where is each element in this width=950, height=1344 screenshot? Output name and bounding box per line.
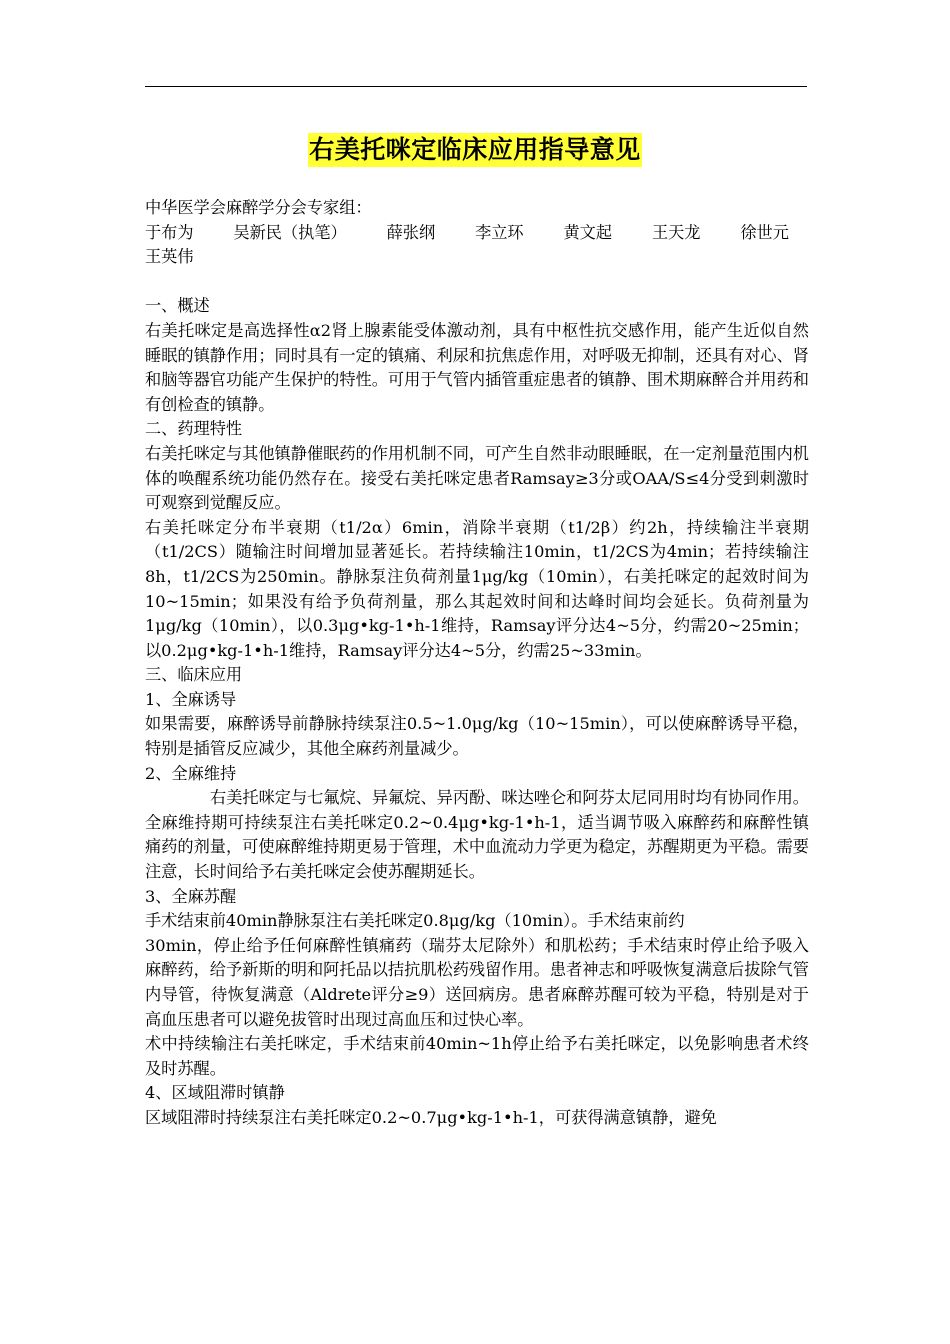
paragraph: 术中持续输注右美托咪定，手术结束前40min~1h停止给予右美托咪定，以免影响患者术终及时苏醒。 xyxy=(145,1034,809,1078)
paragraph: 右美托咪定与其他镇静催眠药的作用机制不同，可产生自然非动眼睡眠，在一定剂量范围内机体的唤醒系统功能仍然存在。接受右美托咪定患者Ramsay≥3分或OAA/S≤4分受到刺激时可观察到觉醒反应。 xyxy=(145,443,809,513)
document-body xyxy=(145,196,809,1131)
paragraph: 右美托咪定是高选择性α2肾上腺素能受体激动剂，具有中枢性抗交感作用，能产生近似自然睡眠的镇静作用；同时具有一定的镇痛、利尿和抗焦虑作用，对呼吸无抑制，还具有对心、肾和脑等器官功能产生保护的特性。可用于气管内插管重症患者的镇静、围术期麻醉合并用药和有创检查的镇静。 xyxy=(145,320,809,414)
author: 王英伟 xyxy=(145,247,194,267)
document-title: 右美托咪定临床应用指导意见 xyxy=(308,133,642,167)
author: 王天龙 xyxy=(651,222,701,242)
paragraph: 如果需要，麻醉诱导前静脉持续泵注0.5~1.0μg/kg（10~15min），可以使麻醉诱导平稳，特别是插管反应减少，其他全麻药剂量减少。 xyxy=(145,714,809,759)
header-rule xyxy=(145,86,807,87)
author-list xyxy=(145,221,789,246)
paragraph: 30min，停止给予任何麻醉性镇痛药（瑞芬太尼除外）和肌松药；手术结束时停止给予吸入麻醉药，给予新斯的明和阿托品以拮抗肌松药残留作用。患者神志和呼吸恢复满意后拔除气管内导管，待恢复满意（Aldrete评分≥9）送回病房。患者麻醉苏醒可较为平稳，特别是对于高血压患者可以避免拔管时出现过高血压和过快心率。 xyxy=(145,935,809,1029)
author: 吴新民（执笔） xyxy=(233,222,347,242)
title-container xyxy=(0,133,950,167)
section-heading: 二、药理特性 xyxy=(145,419,243,439)
paragraph: 右美托咪定分布半衰期（t1/2α）6min，消除半衰期（t1/2β）约2h，持续输注半衰期（t1/2CS）随输注时间增加显著延长。若持续输注10min，t1/2CS为4min；若持续输注8h，t1/2CS为250min。静脉泵注负荷剂量1μg/kg（10min），右美托咪定的起效时间为10~15min；如果没有给予负荷剂量，那么其起效时间和达峰时间均会延长。负荷剂量为1μg/kg（10min），以0.3μg•kg-1•h-1维持，Ramsay评分达4~5分，约需20~25min；以0.2μg•kg-1•h-1维持，Ramsay评分达4~5分，约需25~33min。 xyxy=(145,517,809,660)
author: 黄文起 xyxy=(563,222,613,242)
section-heading: 三、临床应用 xyxy=(145,665,243,685)
paragraph: 右美托咪定与七氟烷、异氟烷、异丙酚、咪达唑仑和阿芬太尼同用时均有协同作用。全麻维持期可持续泵注右美托咪定0.2~0.4μg•kg-1•h-1，适当调节吸入麻醉药和麻醉性镇痛药的剂量，可使麻醉维持期更易于管理，术中血流动力学更为稳定，苏醒期更为平稳。需要注意，长时间给予右美托咪定会使苏醒期延长。 xyxy=(145,788,809,882)
paragraph: 手术结束前40min静脉泵注右美托咪定0.8μg/kg（10min）。手术结束前约 xyxy=(145,911,685,931)
author: 徐世元 xyxy=(740,222,789,242)
paragraph: 区域阻滞时持续泵注右美托咪定0.2~0.7μg•kg-1•h-1，可获得满意镇静，避免 xyxy=(145,1107,717,1127)
expert-group-label: 中华医学会麻醉学分会专家组： xyxy=(145,198,372,217)
subsection-heading: 4、区域阻滞时镇静 xyxy=(145,1083,285,1103)
author: 薛张纲 xyxy=(386,222,436,242)
section-heading: 一、概述 xyxy=(145,296,210,316)
author: 于布为 xyxy=(145,222,194,242)
author: 李立环 xyxy=(475,222,524,242)
subsection-heading: 1、全麻诱导 xyxy=(145,689,237,709)
subsection-heading: 3、全麻苏醒 xyxy=(145,886,237,906)
spacer xyxy=(145,270,809,295)
subsection-heading: 2、全麻维持 xyxy=(145,763,237,783)
